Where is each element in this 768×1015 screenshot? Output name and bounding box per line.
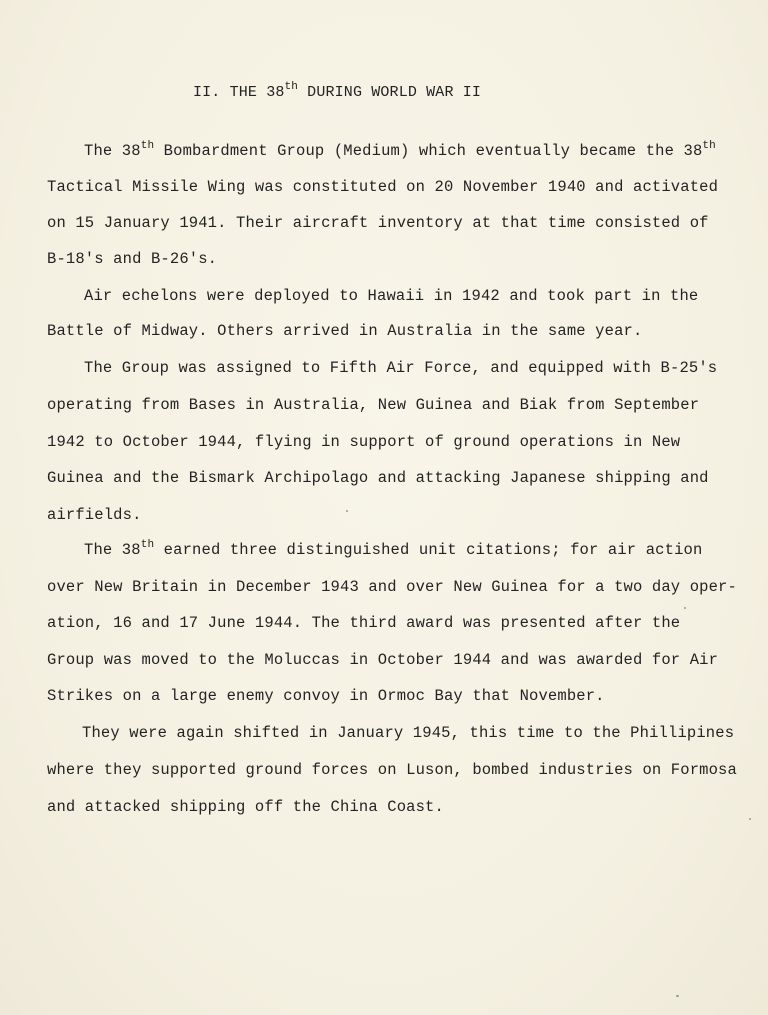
text-line-11: airfields. [47,506,142,524]
text-line-2: Tactical Missile Wing was constituted on 20 November 1940 and activated [47,178,719,196]
text-line-18: where they supported ground forces on Luson, bombed industries on Formosa [47,761,737,779]
line-12-part-a: The 38 [84,541,141,559]
text-line-13: over New Britain in December 1943 and over New Guinea for a two day oper- [47,578,737,596]
paper-speck [684,607,686,609]
line-1-part-a: The 38 [84,142,141,160]
text-line-3: on 15 January 1941. Their aircraft inventory at that time consisted of [47,214,709,232]
text-line-4: B-18's and B-26's. [47,250,218,268]
paper-speck [346,510,348,512]
text-line-14: ation, 16 and 17 June 1944. The third award was presented after the [47,614,681,632]
line-12-superscript: th [140,539,155,551]
text-line-1 [84,142,716,160]
heading-suffix: DURING WORLD WAR II [298,84,482,101]
paper-speck [749,818,751,820]
text-line-17: They were again shifted in January 1945, this time to the Phillipines [82,724,735,742]
text-line-6: Battle of Midway. Others arrived in Australia in the same year. [47,322,643,340]
text-line-10: Guinea and the Bismark Archipolago and attacking Japanese shipping and [47,469,709,487]
text-line-7: The Group was assigned to Fifth Air Force, and equipped with B-25's [84,359,718,377]
heading-prefix: II. THE 38 [193,84,285,101]
paper-speck [676,995,679,997]
text-line-5: Air echelons were deployed to Hawaii in 1942 and took part in the [84,287,699,305]
line-1-superscript-1: th [140,140,155,152]
line-12-part-b: earned three distinguished unit citations; for air action [154,541,703,559]
heading-superscript: th [284,81,299,93]
text-line-8: operating from Bases in Australia, New Guinea and Biak from September [47,396,700,414]
line-1-superscript-2: th [702,140,716,152]
text-line-19: and attacked shipping off the China Coast. [47,798,444,816]
text-line-15: Group was moved to the Moluccas in October 1944 and was awarded for Air [47,651,719,669]
section-heading [193,81,482,101]
text-line-12 [84,541,702,559]
text-line-16: Strikes on a large enemy convoy in Ormoc Bay that November. [47,687,605,705]
line-1-part-b: Bombardment Group (Medium) which eventually became the 38 [154,142,703,160]
text-line-9: 1942 to October 1944, flying in support of ground operations in New [47,433,681,451]
